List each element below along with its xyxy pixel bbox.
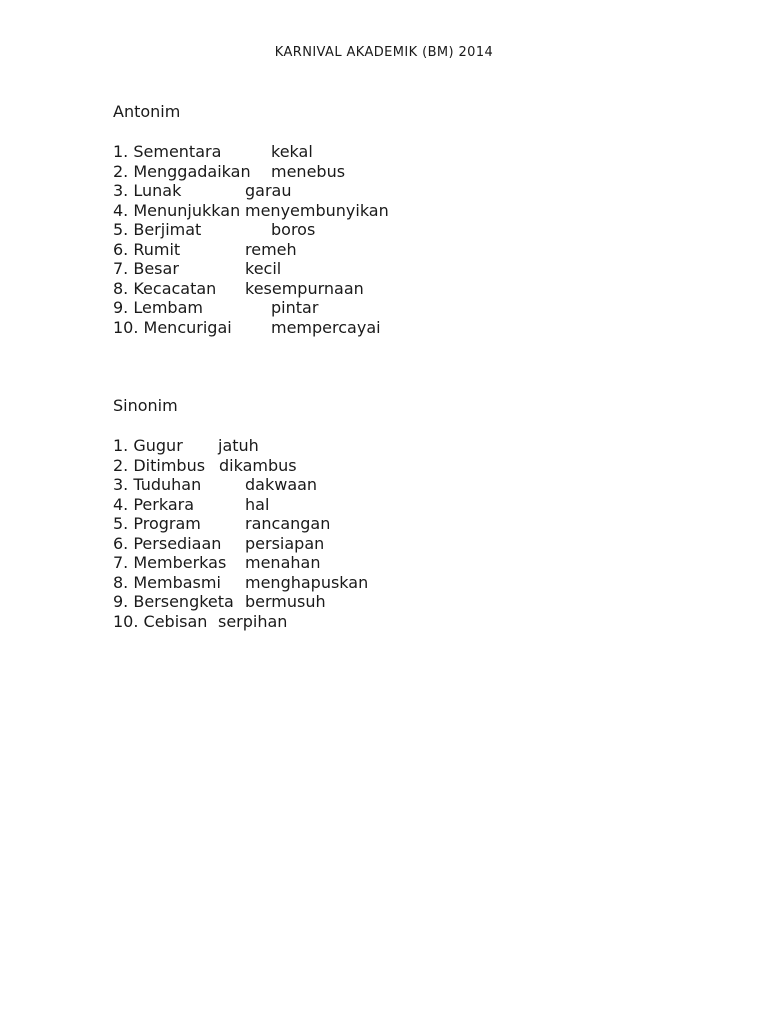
sinonim-pair: dakwaan (245, 475, 318, 494)
antonim-word: 5. Berjimat (113, 220, 202, 239)
sinonim-word: 5. Program (113, 514, 201, 533)
sinonim-pair: menahan (245, 553, 321, 572)
antonim-pair: boros (271, 220, 316, 239)
antonim-pair: kesempurnaan (245, 279, 364, 298)
sinonim-pair: jatuh (218, 436, 259, 455)
sinonim-pair: bermusuh (245, 592, 326, 611)
sinonim-word: 4. Perkara (113, 495, 195, 514)
antonim-word: 4. Menunjukkan (113, 201, 241, 220)
antonim-word: 10. Mencurigai (113, 318, 232, 337)
antonim-heading: Antonim (113, 102, 181, 121)
antonim-pair: garau (245, 181, 292, 200)
document-title: KARNIVAL AKADEMIK (BM) 2014 (274, 45, 494, 60)
antonim-pair: kecil (245, 259, 282, 278)
antonim-word: 6. Rumit (113, 240, 181, 259)
sinonim-pair: hal (245, 495, 270, 514)
sinonim-word: 2. Ditimbus (113, 456, 206, 475)
sinonim-word: 10. Cebisan (113, 612, 208, 631)
antonim-pair: pintar (271, 298, 319, 317)
antonim-word: 7. Besar (113, 259, 179, 278)
sinonim-pair: persiapan (245, 534, 325, 553)
sinonim-word: 1. Gugur (113, 436, 183, 455)
antonim-pair: mempercayai (271, 318, 381, 337)
sinonim-word: 3. Tuduhan (113, 475, 202, 494)
sinonim-word: 6. Persediaan (113, 534, 222, 553)
sinonim-pair: rancangan (245, 514, 331, 533)
antonim-word: 1. Sementara (113, 142, 222, 161)
antonim-pair: menebus (271, 162, 346, 181)
sinonim-pair: menghapuskan (245, 573, 369, 592)
antonim-pair: kekal (271, 142, 313, 161)
antonim-word: 2. Menggadaikan (113, 162, 251, 181)
sinonim-word: 8. Membasmi (113, 573, 221, 592)
sinonim-word: 7. Memberkas (113, 553, 227, 572)
sinonim-pair: dikambus (219, 456, 297, 475)
antonim-word: 3. Lunak (113, 181, 182, 200)
sinonim-pair: serpihan (218, 612, 288, 631)
antonim-word: 8. Kecacatan (113, 279, 217, 298)
antonim-word: 9. Lembam (113, 298, 203, 317)
sinonim-heading: Sinonim (113, 396, 178, 415)
antonim-pair: remeh (245, 240, 297, 259)
sinonim-word: 9. Bersengketa (113, 592, 234, 611)
antonim-pair: menyembunyikan (245, 201, 389, 220)
